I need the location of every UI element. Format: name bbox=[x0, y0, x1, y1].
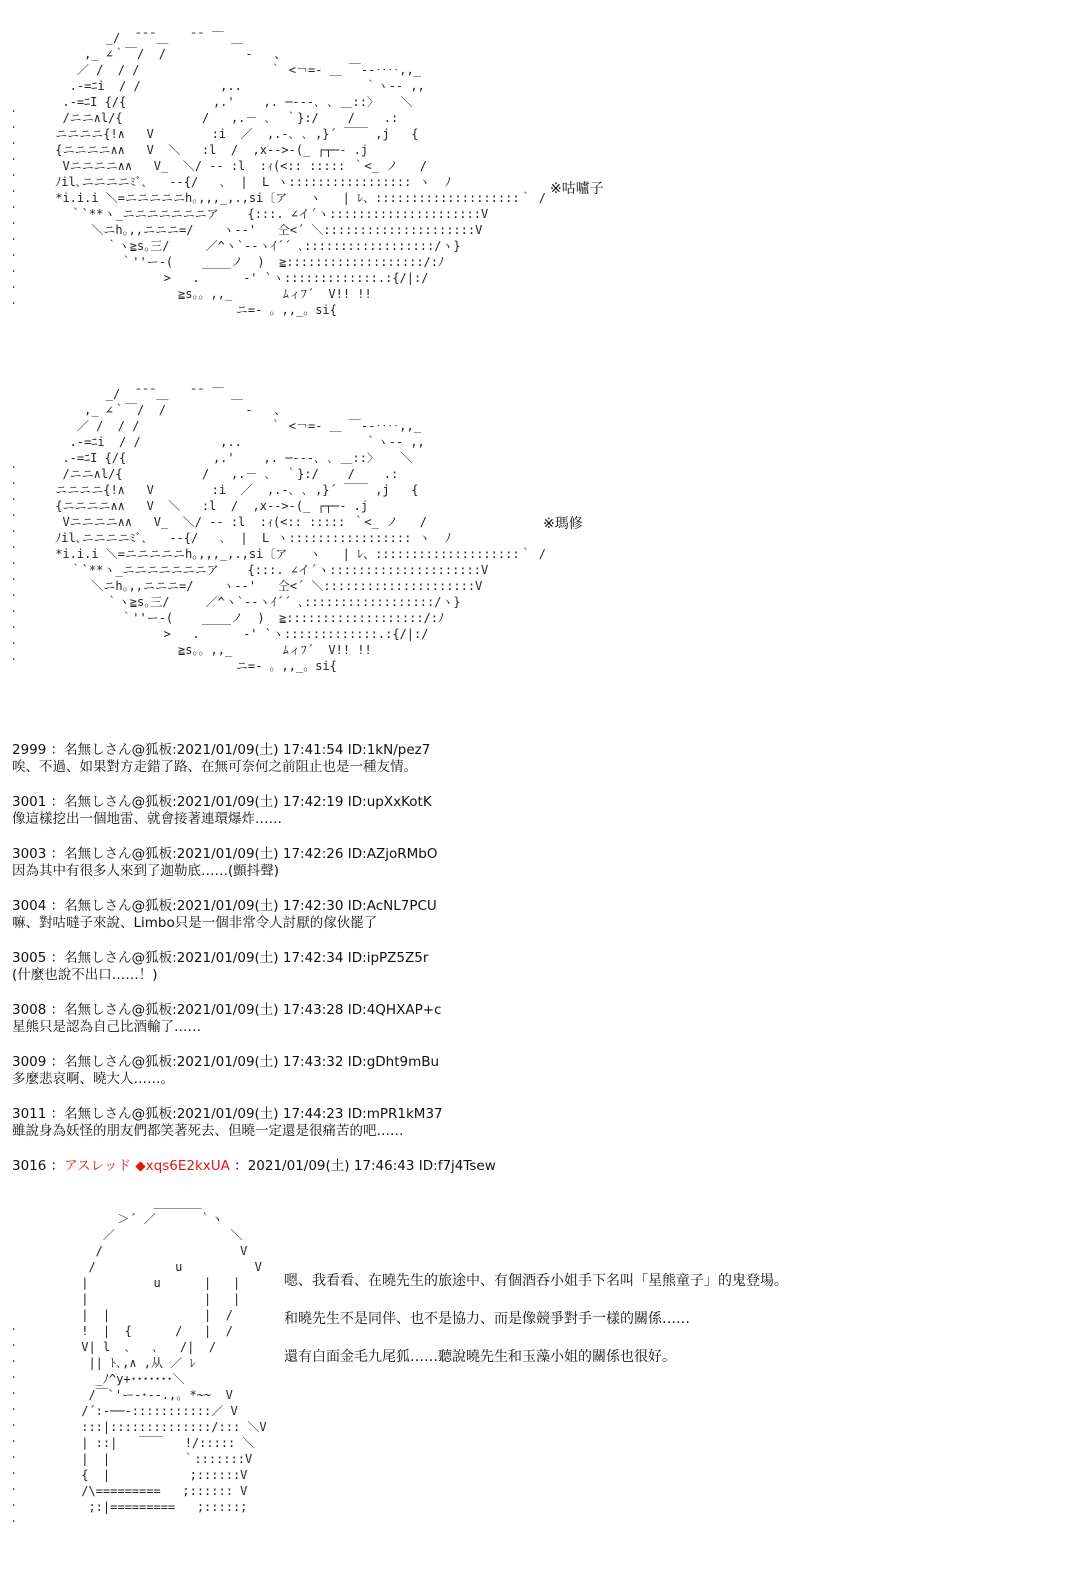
post-date: 2021/01/09(土) 17:41:54 bbox=[176, 742, 344, 758]
post-number[interactable]: 3011 bbox=[12, 1106, 47, 1122]
post-name: 名無しさん@狐板 bbox=[64, 794, 173, 810]
post-body: 因為其中有很多人來到了迦勒底……(顫抖聲) bbox=[12, 863, 280, 879]
author-name: アスレッド bbox=[64, 1158, 131, 1174]
post-header: 3016 ：アスレッド ◆xqs6E2kxUA ：2021/01/09(土) 17:46:43 ID:f7j4Tsew bbox=[12, 1158, 496, 1174]
author-dialogue bbox=[284, 1270, 788, 1384]
ascii-art-character: ＿＿＿＿ ＞´ ／ ｀ヽ ／ ＼ / V / u V | u | | | | | | | | / ! | { / | / V| l ､ ､ /| / || ﾄ､,∧ ,从 ／ ﾚ _ﾉ^y+･･･････＼ /￣`'ー‐･‐‐.,｡ *~~ V /´:‐──-:::::::::::／ V :::|::::::::::::::/::: ＼V | ::| ￣￣ !/::::: ＼ | | ｀:::::::V { | ;::::::V /\========= ;:::::: V ;:|========= ;:::::; bbox=[81, 1196, 267, 1514]
post-body: 星熊只是認為自己比酒輸了…… bbox=[12, 1019, 201, 1035]
post bbox=[12, 1106, 1062, 1140]
post bbox=[12, 898, 1062, 932]
thread-posts bbox=[12, 742, 1062, 1193]
margin-dots: . . . . . . . . . . . . . bbox=[10, 1319, 18, 1525]
author-post bbox=[12, 1158, 1062, 1175]
dialogue-line: 和曉先生不是同伴、也不是協力、而是像競爭對手一樣的關係…… bbox=[284, 1311, 690, 1327]
post-date: 2021/01/09(土) 17:42:26 bbox=[176, 846, 344, 862]
post-number[interactable]: 3009 bbox=[12, 1054, 47, 1070]
post-header: 3005 ：名無しさん@狐板:2021/01/09(土) 17:42:34 ID:ipPZ5Z5r bbox=[12, 950, 429, 966]
post-name: 名無しさん@狐板 bbox=[64, 950, 173, 966]
post bbox=[12, 1054, 1062, 1088]
post-date: 2021/01/09(土) 17:44:23 bbox=[176, 1106, 344, 1122]
post-number[interactable]: 3004 bbox=[12, 898, 47, 914]
post-header: 3009 ：名無しさん@狐板:2021/01/09(土) 17:43:32 ID:gDht9mBu bbox=[12, 1054, 440, 1070]
figure-1-label: ※咕嚧子 bbox=[550, 181, 604, 197]
post-body: 唉、不過、如果對方走錯了路、在無可奈何之前阻止也是一種友情。 bbox=[12, 759, 417, 775]
ascii-art-figure-1: _/ ̄ ̄ ̄ ＿ ̄ ̄ ￣ ＿ ,_ ∠｀￣/ / ‐ 、 ／ / / / ｀ <￢=- ＿ ￣--‥‥,,_ .-=ﾆi / / ,.. ｀ヽ-- ,, .-=ﾆI {/{ ,.' ,. ─‐‐-､ ､ ＿::〉 ＼ /ニニ∧l/{ / ,.－ ､ ｀}:/ / .: ニニニニ{!∧ V :i ／ ,.-､ ､ ,}´ ￣￣ ,j { {ニニニニ∧∧ V ＼ :l / ,x-->-(_ ┌┬─‐ .j Vニニニニ∧∧ V_ ＼/ -- :l :ｨ(<:: ::::: ｀<_ ノ / ﾉil､ニニニニﾐﾞ､ --{/ ､ | L ヽ::::::::::::::::: ヽ ﾉ *i.i.i ＼=ニニニニニh｡,,,_,.,si〔ア ヽ | ﾚ、::::::::::::::::::::｀ / ｀`**ヽ_ニニニニニニニア {:::. ∠イ´ヽ:::::::::::::::::::::V ＼ニh｡,,ニニニ=/ ヽ--' 仝<´ ＼:::::::::::::::::::::V ｀ヽ≧s｡三/ ／^ヽ`--ヽｲ´´ ､::::::::::::::::::/ヽ} ｀''ー-( ____ノ ) ≧:::::::::::::::::::/:ﾉ > . -' `ヽ:::::::::::::.:{/|:/ ≧s｡。,,_ ﾑィﾌ´ V!! !! ニ=- 。,,_。si{ bbox=[55, 31, 547, 317]
post-date: 2021/01/09(土) 17:43:28 bbox=[176, 1002, 344, 1018]
dialogue-line: 嗯、我看看、在曉先生的旅途中、有個酒呑小姐手下名叫「星熊童子」的鬼登場。 bbox=[284, 1273, 788, 1289]
post-date: 2021/01/09(土) 17:42:30 bbox=[176, 898, 344, 914]
post-body: 嘛、對咕噠子來說、Limbo只是一個非常令人討厭的傢伙罷了 bbox=[12, 915, 378, 931]
post-id[interactable]: ID:f7j4Tsew bbox=[418, 1158, 496, 1174]
post-number[interactable]: 3008 bbox=[12, 1002, 47, 1018]
post-name: 名無しさん@狐板 bbox=[64, 846, 173, 862]
post-name: 名無しさん@狐板 bbox=[64, 742, 173, 758]
post-id[interactable]: ID:AZjoRMbO bbox=[347, 846, 438, 862]
post-date: 2021/01/09(土) 17:46:43 bbox=[247, 1158, 415, 1174]
post-id[interactable]: ID:4QHXAP+c bbox=[347, 1002, 442, 1018]
post-number[interactable]: 3016 bbox=[12, 1158, 47, 1174]
post-header: 3001 ：名無しさん@狐板:2021/01/09(土) 17:42:19 ID:upXxKotK bbox=[12, 794, 432, 810]
post-id[interactable]: ID:AcNL7PCU bbox=[347, 898, 437, 914]
post-body: 多麼悲哀啊、曉大人……。 bbox=[12, 1071, 174, 1087]
post bbox=[12, 846, 1062, 880]
post-name: 名無しさん@狐板 bbox=[64, 898, 173, 914]
margin-dots: . . . . . . . . . . . . . bbox=[10, 457, 18, 663]
post bbox=[12, 1002, 1062, 1036]
post-id[interactable]: ID:upXxKotK bbox=[347, 794, 432, 810]
margin-dots: . . . . . . . . . . . . . bbox=[10, 101, 18, 307]
post-id[interactable]: ID:mPR1kM37 bbox=[347, 1106, 443, 1122]
post-id[interactable]: ID:1kN/pez7 bbox=[347, 742, 431, 758]
post bbox=[12, 742, 1062, 776]
figure-2-label: ※瑪修 bbox=[543, 516, 583, 532]
author-trip: ◆xqs6E2kxUA bbox=[135, 1158, 230, 1174]
post-header: 2999 ：名無しさん@狐板:2021/01/09(土) 17:41:54 ID:1kN/pez7 bbox=[12, 742, 431, 758]
post-id[interactable]: ID:gDht9mBu bbox=[347, 1054, 440, 1070]
post-number[interactable]: 3005 bbox=[12, 950, 47, 966]
post-header: 3008 ：名無しさん@狐板:2021/01/09(土) 17:43:28 ID:4QHXAP+c bbox=[12, 1002, 442, 1018]
dialogue-line: 還有白面金毛九尾狐……聽說曉先生和玉藻小姐的關係也很好。 bbox=[284, 1349, 676, 1365]
post-date: 2021/01/09(土) 17:42:34 bbox=[176, 950, 344, 966]
post-body: 雖說身為妖怪的朋友們都笑著死去、但曉一定還是很痛苦的吧…… bbox=[12, 1123, 404, 1139]
post-name: 名無しさん@狐板 bbox=[64, 1002, 173, 1018]
post-header: 3004 ：名無しさん@狐板:2021/01/09(土) 17:42:30 ID:AcNL7PCU bbox=[12, 898, 437, 914]
post-name: 名無しさん@狐板 bbox=[64, 1054, 173, 1070]
post bbox=[12, 794, 1062, 828]
post-date: 2021/01/09(土) 17:43:32 bbox=[176, 1054, 344, 1070]
post-number[interactable]: 3003 bbox=[12, 846, 47, 862]
post-number[interactable]: 2999 bbox=[12, 742, 47, 758]
post-date: 2021/01/09(土) 17:42:19 bbox=[176, 794, 344, 810]
post-body: 像這樣挖出一個地雷、就會接著連環爆炸…… bbox=[12, 811, 282, 827]
post-header: 3011 ：名無しさん@狐板:2021/01/09(土) 17:44:23 ID:mPR1kM37 bbox=[12, 1106, 443, 1122]
post bbox=[12, 950, 1062, 984]
post-header: 3003 ：名無しさん@狐板:2021/01/09(土) 17:42:26 ID:AZjoRMbO bbox=[12, 846, 438, 862]
post-id[interactable]: ID:ipPZ5Z5r bbox=[347, 950, 429, 966]
post-number[interactable]: 3001 bbox=[12, 794, 47, 810]
post-name: 名無しさん@狐板 bbox=[64, 1106, 173, 1122]
ascii-art-figure-2: _/ ̄ ̄ ̄ ＿ ̄ ̄ ￣ ＿ ,_ ∠｀￣/ / ‐ 、 ／ / / / ｀ <￢=- ＿ ￣--‥‥,,_ .-=ﾆi / / ,.. ｀ヽ-- ,, .-=ﾆI {/{ ,.' ,. ─‐‐-､ ､ ＿::〉 ＼ /ニニ∧l/{ / ,.－ ､ ｀}:/ / .: ニニニニ{!∧ V :i ／ ,.-､ ､ ,}´ ￣￣ ,j { {ニニニニ∧∧ V ＼ :l / ,x-->-(_ ┌┬─‐ .j Vニニニニ∧∧ V_ ＼/ -- :l :ｨ(<:: ::::: ｀<_ ノ / ﾉil､ニニニニﾐﾞ､ --{/ ､ | L ヽ::::::::::::::::: ヽ ﾉ *i.i.i ＼=ニニニニニh｡,,,_,.,si〔ア ヽ | ﾚ、::::::::::::::::::::｀ / ｀`**ヽ_ニニニニニニニア {:::. ∠イ´ヽ:::::::::::::::::::::V ＼ニh｡,,ニニニ=/ ヽ--' 仝<´ ＼:::::::::::::::::::::V ｀ヽ≧s｡三/ ／^ヽ`--ヽｲ´´ ､::::::::::::::::::/ヽ} ｀''ー-( ____ノ ) ≧:::::::::::::::::::/:ﾉ > . -' `ヽ:::::::::::::.:{/|:/ ≧s｡。,,_ ﾑィﾌ´ V!! !! ニ=- 。,,_。si{ bbox=[55, 387, 547, 673]
post-body: (什麼也說不出口……！) bbox=[12, 967, 158, 983]
